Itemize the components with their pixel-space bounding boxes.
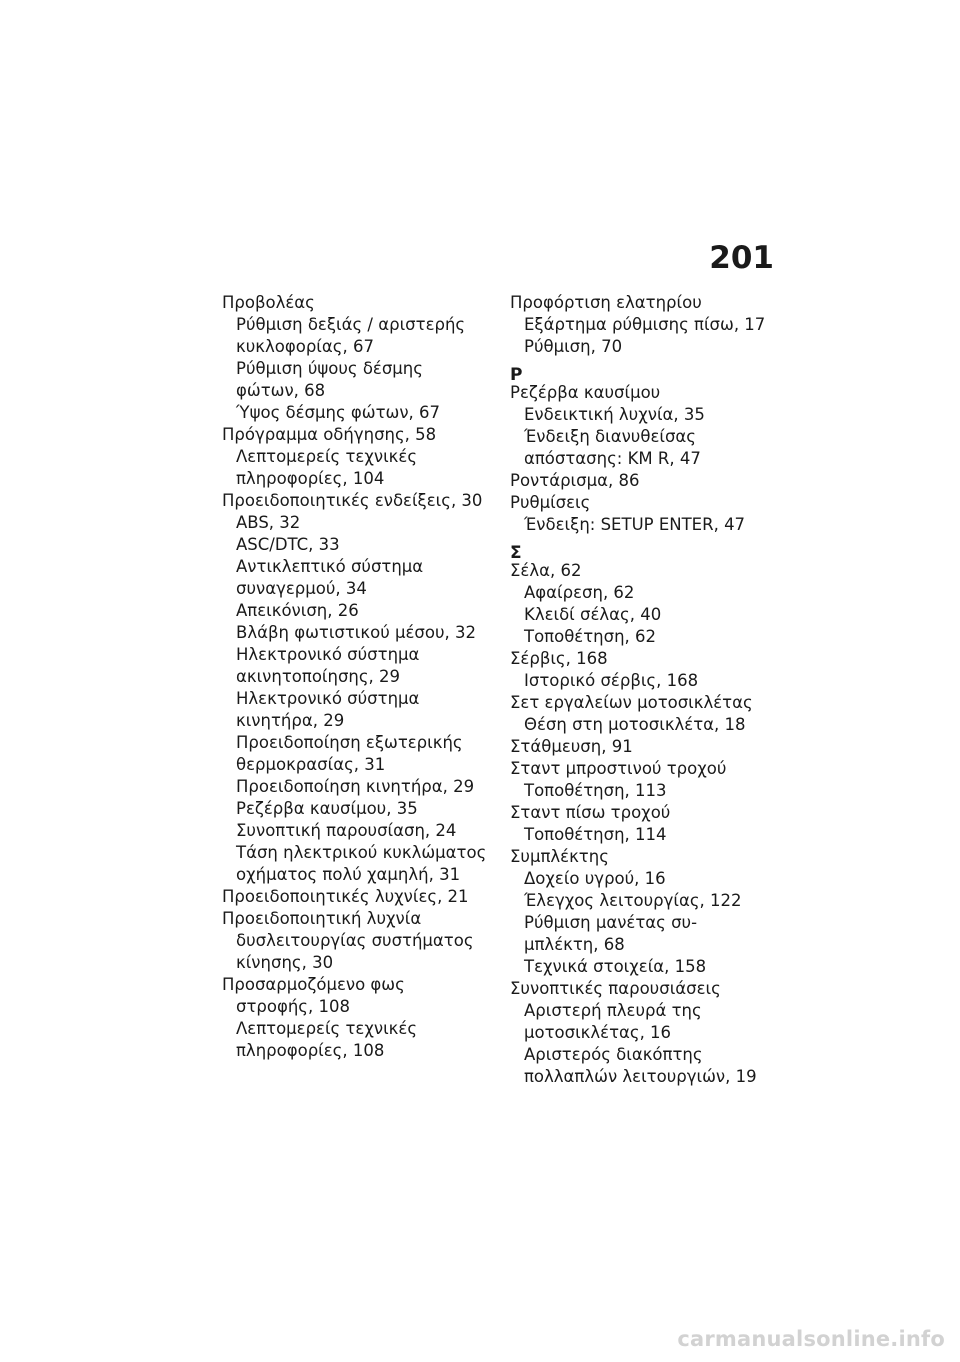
- index-subentry: Τοποθέτηση, 114: [524, 825, 667, 844]
- index-entry: Ρυθμίσεις: [510, 493, 591, 512]
- index-entry: Ροντάρισμα, 86: [510, 471, 640, 490]
- index-subentry: κίνησης, 30: [236, 953, 334, 972]
- index-subentry: Ένδειξη: SETUP ENTER, 47: [524, 515, 746, 534]
- index-subentry: Ηλεκτρονικό σύστημα: [236, 689, 420, 708]
- index-entry: Ρεζέρβα καυσίμου: [510, 383, 661, 402]
- index-subentry: Ένδειξη διανυθείσας: [524, 427, 696, 446]
- index-entry: Προσαρμοζόμενο φως: [222, 975, 405, 994]
- index-subentry: Απεικόνιση, 26: [236, 601, 359, 620]
- index-entry: Προειδοποιητικές ενδείξεις, 30: [222, 491, 483, 510]
- index-subentry: Ρεζέρβα καυσίμου, 35: [236, 799, 418, 818]
- index-subentry: Αριστερή πλευρά της: [524, 1001, 702, 1020]
- index-subentry: δυσλειτουργίας συστήματος: [236, 931, 474, 950]
- index-subentry: Θέση στη μοτοσικλέτα, 18: [524, 715, 746, 734]
- index-subentry: Δοχείο υγρού, 16: [524, 869, 666, 888]
- index-entry: Συμπλέκτης: [510, 847, 609, 866]
- index-subentry: Έλεγχος λειτουργίας, 122: [524, 891, 742, 910]
- index-subentry: ακινητοποίησης, 29: [236, 667, 401, 686]
- index-entry: Στάθμευση, 91: [510, 737, 633, 756]
- index-subentry: φώτων, 68: [236, 381, 326, 400]
- index-subentry: Λεπτομερείς τεχνικές: [236, 1019, 418, 1038]
- index-subentry: κινητήρα, 29: [236, 711, 345, 730]
- index-subentry: Κλειδί σέλας, 40: [524, 605, 662, 624]
- index-entry: Σέλα, 62: [510, 561, 582, 580]
- index-subentry: μοτοσικλέτας, 16: [524, 1023, 672, 1042]
- index-subentry: Ρύθμιση ύψους δέσμης: [236, 359, 423, 378]
- index-subentry: Βλάβη φωτιστικού μέσου, 32: [236, 623, 476, 642]
- index-subentry: Τεχνικά στοιχεία, 158: [524, 957, 707, 976]
- index-subentry: κυκλοφορίας, 67: [236, 337, 374, 356]
- index-entry: Προειδοποιητική λυχνία: [222, 909, 422, 928]
- index-entry: Σέρβις, 168: [510, 649, 608, 668]
- index-subentry: ASC/DTC, 33: [236, 535, 340, 554]
- index-subentry: Ηλεκτρονικό σύστημα: [236, 645, 420, 664]
- index-subentry: Αντικλεπτικό σύστημα: [236, 557, 424, 576]
- index-entry: Πρόγραμμα οδήγησης, 58: [222, 425, 437, 444]
- index-column-right: [510, 292, 770, 1088]
- index-subentry: Ρύθμιση, 70: [524, 337, 623, 356]
- index-subentry: Εξάρτημα ρύθμισης πίσω, 17: [524, 315, 766, 334]
- index-subentry: μπλέκτη, 68: [524, 935, 625, 954]
- index-subentry: Τοποθέτηση, 113: [524, 781, 667, 800]
- index-subentry: Ρύθμιση δεξιάς / αριστερής: [236, 315, 466, 334]
- index-entry: Σετ εργαλείων μοτοσικλέτας: [510, 693, 753, 712]
- index-subentry: πληροφορίες, 108: [236, 1041, 385, 1060]
- index-subentry: πληροφορίες, 104: [236, 469, 385, 488]
- page-number: 201: [709, 240, 774, 276]
- index-subentry: Ενδεικτική λυχνία, 35: [524, 405, 705, 424]
- index-entry: Συνοπτικές παρουσιάσεις: [510, 979, 721, 998]
- index-subentry: Ιστορικό σέρβις, 168: [524, 671, 699, 690]
- index-entry: Σταντ μπροστινού τροχού: [510, 759, 727, 778]
- index-subentry: Ρύθμιση μανέτας συ-: [524, 913, 698, 932]
- index-subentry: Αφαίρεση, 62: [524, 583, 635, 602]
- index-subentry: Λεπτομερείς τεχνικές: [236, 447, 418, 466]
- index-subentry: Τάση ηλεκτρικού κυκλώματος: [236, 843, 487, 862]
- index-subentry: στροφής, 108: [236, 997, 350, 1016]
- index-subentry: απόστασης: KM R, 47: [524, 449, 701, 468]
- index-subentry: Αριστερός διακόπτης: [524, 1045, 703, 1064]
- index-letter-heading: Ρ: [510, 365, 523, 385]
- index-subentry: Προειδοποίηση κινητήρα, 29: [236, 777, 475, 796]
- index-subentry: Προειδοποίηση εξωτερικής: [236, 733, 463, 752]
- index-letter-heading: Σ: [510, 543, 522, 563]
- index-subentry: Συνοπτική παρουσίαση, 24: [236, 821, 457, 840]
- watermark: carmanualsonline.info: [677, 1327, 945, 1351]
- index-subentry: συναγερμού, 34: [236, 579, 367, 598]
- index-entry: Προφόρτιση ελατηρίου: [510, 293, 702, 312]
- index-entry: Προβολέας: [222, 293, 315, 312]
- index-entry: Σταντ πίσω τροχού: [510, 803, 671, 822]
- index-subentry: Ύψος δέσμης φώτων, 67: [236, 403, 441, 422]
- index-subentry: ABS, 32: [236, 513, 301, 532]
- index-entry: Προειδοποιητικές λυχνίες, 21: [222, 887, 469, 906]
- index-subentry: πολλαπλών λειτουργιών, 19: [524, 1067, 757, 1086]
- index-subentry: θερμοκρασίας, 31: [236, 755, 386, 774]
- index-column-left: [222, 292, 490, 1062]
- index-subentry: Τοποθέτηση, 62: [524, 627, 657, 646]
- index-subentry: οχήματος πολύ χαμηλή, 31: [236, 865, 461, 884]
